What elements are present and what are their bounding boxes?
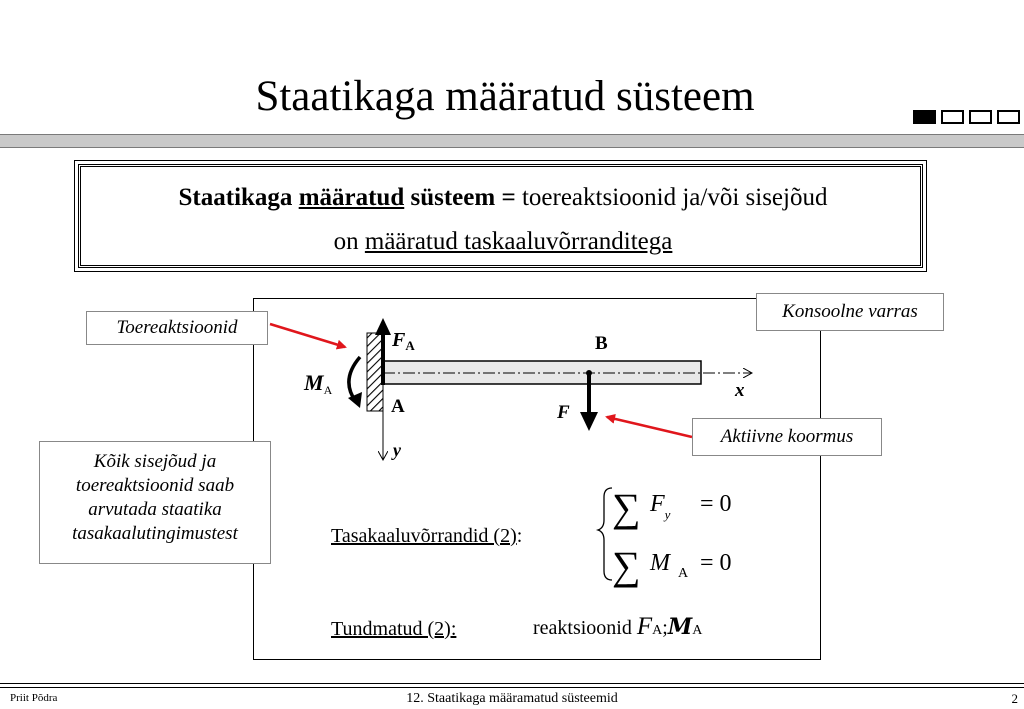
- definition-term-3: süsteem =: [410, 184, 516, 211]
- eq2-variable: M: [650, 550, 670, 576]
- eq2-equals: = 0: [700, 550, 732, 576]
- callout-konsoolne-varras: Konsoolne varras: [756, 293, 944, 331]
- callout-koik-line-3: arvutada staatika: [88, 499, 222, 520]
- fixed-support-wall: [367, 333, 383, 411]
- footer-chapter-title: 12. Staatikaga määramatud süsteemid: [406, 691, 618, 706]
- reaction-force-arrowhead: [375, 318, 391, 335]
- footer-page-number: 2: [1011, 691, 1018, 706]
- callout-koik-line-1: Kõik sisejõud ja: [93, 451, 217, 472]
- callout-koik-line-4: tasakaalutingimustest: [72, 523, 238, 544]
- callout-toereaktsioonid: Toereaktsioonid: [86, 311, 268, 345]
- unknowns-label: Tundmatud (2):: [331, 618, 457, 640]
- definition-text-2-underlined: määratud taskaaluvõrranditega: [364, 228, 673, 255]
- footer-divider: [0, 683, 1024, 688]
- callout-aktiivne-koormus: Aktiivne koormus: [692, 418, 882, 456]
- aktiivne-pointer-arrow: [607, 417, 692, 437]
- toereaktsioonid-pointer-arrow: [270, 324, 345, 347]
- sum-symbol-2: ∑: [612, 543, 641, 588]
- applied-force-arrowhead: [580, 412, 598, 431]
- definition-term-2: määratud: [298, 184, 405, 211]
- definition-term-1: Staatikaga: [178, 184, 293, 211]
- definition-text-1: toereaktsioonid ja/või sisejõud: [521, 184, 828, 211]
- label-axis-x: x: [735, 380, 745, 401]
- label-point-b: B: [595, 333, 608, 354]
- label-ma: MA: [304, 370, 333, 397]
- label-point-a: A: [391, 396, 405, 417]
- callout-koik-line-2: toereaktsioonid saab: [75, 475, 235, 496]
- unknowns-list: reaktsioonid FA;MA: [533, 613, 703, 640]
- eq2-subscript: A: [678, 566, 689, 581]
- equilibrium-equations-label: Tasakaaluvõrrandid (2):: [331, 525, 523, 547]
- label-axis-y: y: [393, 440, 401, 460]
- callout-koik-sisejoud: [39, 441, 271, 564]
- sum-symbol-1: ∑: [612, 485, 641, 530]
- label-fa: $F_A$: [392, 329, 415, 353]
- eq1-equals: = 0: [700, 491, 732, 517]
- slide-title: Staatikaga määratud süsteem: [255, 73, 755, 120]
- eq1-variable: $F_y$: [650, 491, 671, 522]
- definition-text-2-prefix: on: [333, 228, 359, 255]
- label-force-f: F: [557, 402, 570, 423]
- footer-author: Priit Põdra: [10, 692, 58, 704]
- equation-brace: [598, 488, 612, 580]
